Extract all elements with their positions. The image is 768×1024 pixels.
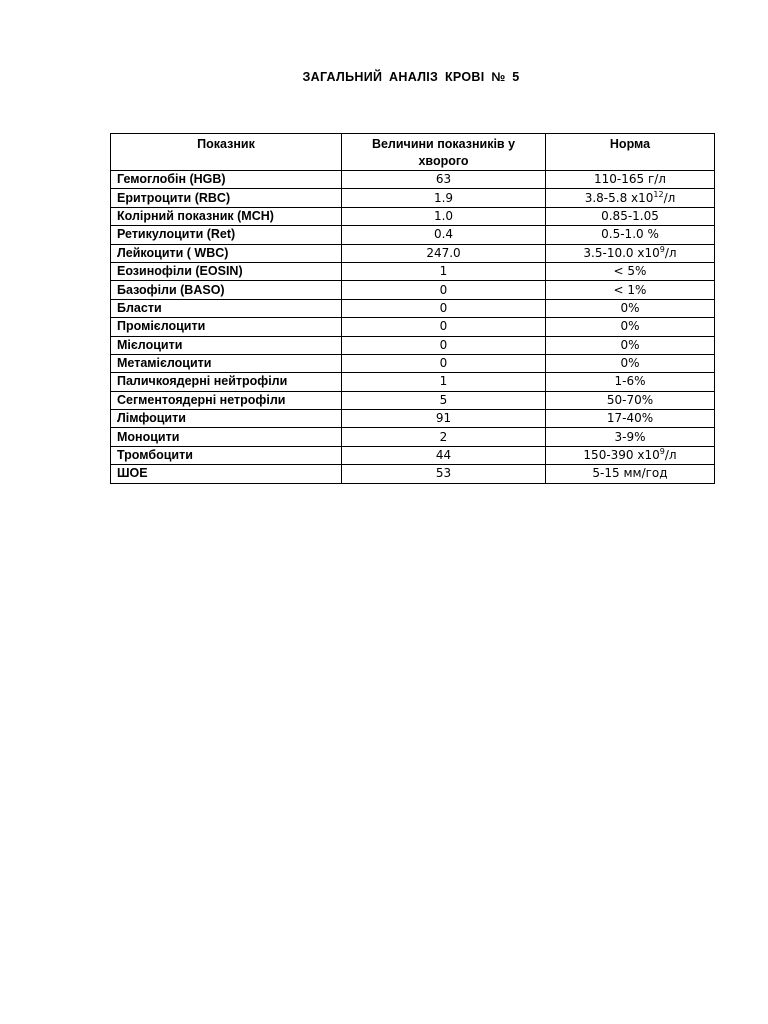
row-name: Мієлоцити: [111, 336, 342, 354]
row-norm: 0%: [546, 336, 715, 354]
row-norm: 0%: [546, 354, 715, 372]
table-row: [111, 354, 715, 372]
table-row: [111, 428, 715, 446]
page-title: ЗАГАЛЬНИЙ АНАЛІЗ КРОВІ № 5: [302, 70, 520, 84]
row-value: 1.9: [342, 189, 546, 207]
row-norm: 1-6%: [546, 373, 715, 391]
row-norm: 5-15 мм/год: [546, 465, 715, 483]
norm-unit: /л: [664, 245, 677, 260]
row-name: Лейкоцити ( WBC): [111, 244, 342, 262]
header-patient-value: Величини показників у хворого: [342, 134, 546, 171]
norm-exponent: 9: [659, 244, 665, 254]
row-norm: 110-165 г/л: [546, 171, 715, 189]
row-value: 0: [342, 354, 546, 372]
row-name: Лімфоцити: [111, 410, 342, 428]
table-row: [111, 318, 715, 336]
table-row: [111, 410, 715, 428]
row-norm: [546, 189, 715, 207]
row-value: 0: [342, 281, 546, 299]
row-value: 0: [342, 318, 546, 336]
row-value: 1: [342, 262, 546, 280]
row-norm: [546, 244, 715, 262]
row-norm: 0%: [546, 318, 715, 336]
row-name: Моноцити: [111, 428, 342, 446]
row-name: ШОЕ: [111, 465, 342, 483]
table-row: [111, 281, 715, 299]
row-norm: 0.5-1.0 %: [546, 226, 715, 244]
row-norm: 0.85-1.05: [546, 207, 715, 225]
table-header-row: [111, 134, 715, 171]
header-norm: Норма: [546, 134, 715, 171]
norm-exponent: 12: [653, 189, 664, 199]
row-value: 5: [342, 391, 546, 409]
norm-base: 3.5-10.0 х10: [583, 245, 660, 260]
table-row: [111, 465, 715, 483]
norm-unit: /л: [663, 190, 676, 205]
row-name: Колірний показник (MCH): [111, 207, 342, 225]
row-value: 1.0: [342, 207, 546, 225]
row-name: Промієлоцити: [111, 318, 342, 336]
table-row: [111, 446, 715, 464]
row-value: 0: [342, 299, 546, 317]
table-row: [111, 244, 715, 262]
row-value: 247.0: [342, 244, 546, 262]
row-norm: 50-70%: [546, 391, 715, 409]
table-row: [111, 299, 715, 317]
row-value: 53: [342, 465, 546, 483]
row-norm: < 1%: [546, 281, 715, 299]
row-name: Бласти: [111, 299, 342, 317]
norm-unit: /л: [664, 448, 677, 463]
row-value: 2: [342, 428, 546, 446]
norm-base: 3.8-5.8 х10: [584, 190, 654, 205]
norm-exponent: 9: [659, 447, 665, 457]
norm-base: 150-390 х10: [583, 448, 660, 463]
row-norm: 3-9%: [546, 428, 715, 446]
row-name: Ретикулоцити (Ret): [111, 226, 342, 244]
row-value: 91: [342, 410, 546, 428]
row-value: 0: [342, 336, 546, 354]
row-norm: < 5%: [546, 262, 715, 280]
row-norm: 17-40%: [546, 410, 715, 428]
row-value: 63: [342, 171, 546, 189]
row-name: Базофіли (BASO): [111, 281, 342, 299]
table-row: [111, 226, 715, 244]
row-name: Паличкоядерні нейтрофіли: [111, 373, 342, 391]
table-row: [111, 189, 715, 207]
blood-analysis-table: [110, 133, 715, 484]
row-name: Гемоглобін (HGB): [111, 171, 342, 189]
table-row: [111, 207, 715, 225]
table-row: [111, 373, 715, 391]
table-row: [111, 391, 715, 409]
row-value: 0.4: [342, 226, 546, 244]
row-value: 1: [342, 373, 546, 391]
row-name: Тромбоцити: [111, 446, 342, 464]
table-row: [111, 336, 715, 354]
row-norm: 0%: [546, 299, 715, 317]
row-norm: [546, 446, 715, 464]
header-indicator: Показник: [111, 134, 342, 171]
row-name: Метамієлоцити: [111, 354, 342, 372]
row-value: 44: [342, 446, 546, 464]
row-name: Сегментоядерні нетрофіли: [111, 391, 342, 409]
table-row: [111, 262, 715, 280]
row-name: Еритроцити (RBC): [111, 189, 342, 207]
row-name: Еозинофіли (EOSIN): [111, 262, 342, 280]
table-row: [111, 171, 715, 189]
